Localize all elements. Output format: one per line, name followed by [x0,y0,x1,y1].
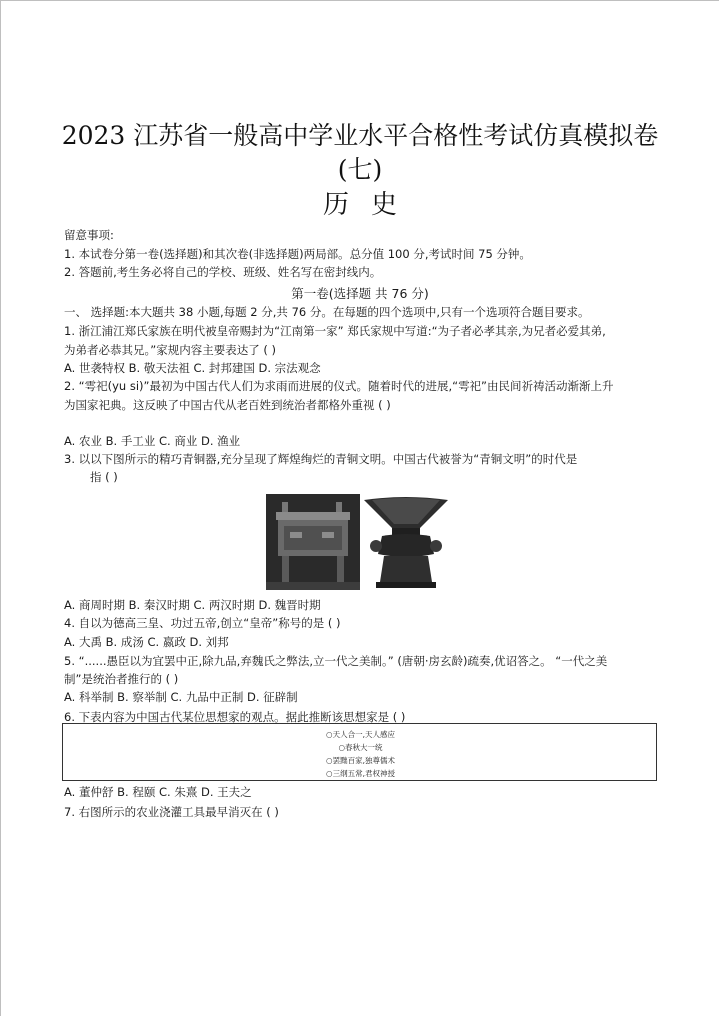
q1-stem-line2: 为弟者必恭其兄。”家规内容主要表达了 ( ) [64,343,276,357]
exam-volume: (七) [337,155,383,184]
viewpoint-item: ○罢黜百家,独尊儒术 [326,756,395,765]
viewpoint-item: ○三纲五常,君权神授 [326,769,395,778]
bronze-ware-images [266,494,452,590]
notes-heading: 留意事项: [64,228,114,242]
q4-options: A. 大禹 B. 成汤 C. 嬴政 D. 刘邦 [64,635,229,649]
q6-options: A. 董仲舒 B. 程颐 C. 朱熹 D. 王夫之 [64,785,252,799]
q5-stem-line1: 5. “......愚臣以为宜罢中正,除九品,弃魏氏之弊法,立一代之美制。” (唐朝·房玄龄)疏奏,优诏答之。 “一代之美 [64,654,608,668]
section-title: 第一卷(选择题 共 76 分) [291,286,429,301]
q1-options: A. 世袭特权 B. 敬天法祖 C. 封邦建国 D. 宗法观念 [64,361,321,375]
q2-options: A. 农业 B. 手工业 C. 商业 D. 渔业 [64,434,241,448]
bronze-zun-image [360,494,452,590]
q6-viewpoints-table [62,723,657,781]
q1-stem-line1: 1. 浙江浦江郑氏家族在明代被皇帝赐封为“江南第一家” 郑氏家规中写道:“为子者必孝其亲,为兄者必爱其弟, [64,324,606,338]
q5-options: A. 科举制 B. 察举制 C. 九品中正制 D. 征辟制 [64,690,298,704]
q3-stem-line1: 3. 以以下图所示的精巧青铜器,充分呈现了辉煌绚烂的青铜文明。中国古代被誉为“青铜文明”的时代是 [64,452,578,466]
q6-stem: 6. 下表内容为中国古代某位思想家的观点。据此推断该思想家是 ( ) [64,710,406,724]
exam-title: 2023 江苏省一般高中学业水平合格性考试仿真模拟卷 [61,121,659,150]
q4-stem: 4. 自以为德高三皇、功过五帝,创立“皇帝”称号的是 ( ) [64,616,341,630]
q3-options: A. 商周时期 B. 秦汉时期 C. 两汉时期 D. 魏晋时期 [64,598,321,612]
section-intro: 一、 选择题:本大题共 38 小题,每题 2 分,共 76 分。在每题的四个选项中,只有一个选项符合题目要求。 [64,305,590,319]
viewpoint-item: ○天人合一,天人感应 [326,730,395,739]
note-item-2: 2. 答题前,考生务必将自己的学校、班级、姓名写在密封线内。 [64,265,382,279]
q7-stem: 7. 右图所示的农业浇灌工具最早消灭在 ( ) [64,805,279,819]
exam-subject: 历史 [322,190,419,220]
q2-stem-line2: 为国家祀典。这反映了中国古代从老百姓到统治者都格外重视 ( ) [64,398,391,412]
q2-stem-line1: 2. “雩祀(yu si)”最初为中国古代人们为求雨而进展的仪式。随着时代的进展,“雩祀”由民间祈祷活动渐渐上升 [64,379,614,393]
q3-stem-line2: 指 ( ) [90,470,118,484]
bronze-ding-image [266,494,360,590]
q5-stem-line2: 制”是统治者推行的 ( ) [64,672,179,686]
note-item-1: 1. 本试卷分第一卷(选择题)和其次卷(非选择题)两局部。总分值 100 分,考试时间 75 分钟。 [64,247,531,261]
viewpoint-item: ○春秋大一统 [338,743,383,752]
